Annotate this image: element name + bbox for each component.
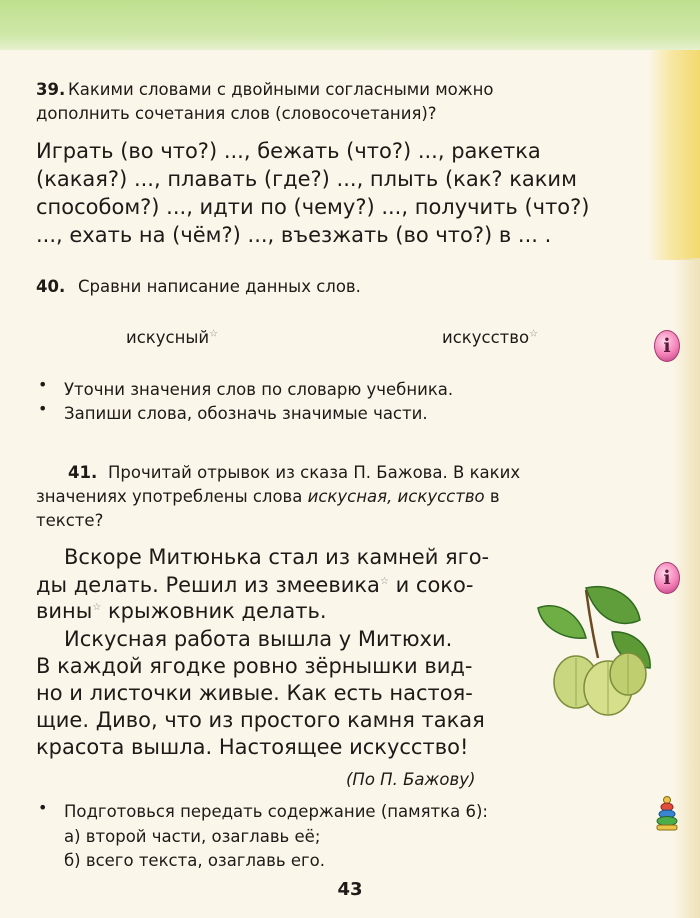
tale-line-6: но и листочки живые. Как есть настоя- (36, 681, 473, 705)
tale-line-3 (36, 599, 327, 623)
leaf-1 (586, 587, 640, 624)
bullet-icon: • (38, 375, 48, 394)
gooseberry-illustration (528, 580, 658, 730)
bullet-icon: • (38, 399, 48, 418)
ex41-task: Подготовься передать содержание (памятка 6): (64, 802, 488, 821)
tale-line-5: В каждой ягодке ровно зёрнышки вид- (36, 654, 473, 678)
pyramid-icon (654, 796, 680, 832)
ex41-question-1: Прочитай отрывок из сказа П. Бажова. В каких (108, 463, 521, 482)
ex41-task-b: б) всего текста, озаглавь его. (64, 851, 325, 870)
tale-line-2 (36, 573, 473, 597)
tale-line-3a: вины (36, 599, 93, 623)
ex41-question-3: тексте? (36, 511, 104, 530)
ex39-text-4: ..., ехать на (чём?) ..., въезжать (во что?) в ... . (36, 223, 552, 247)
tale-line-2b: и соко- (395, 573, 474, 597)
ex39-question-2: дополнить сочетания слов (словосочетания)? (36, 104, 437, 123)
page-number: 43 (337, 879, 363, 900)
tale-line-3b: крыжовник делать. (108, 599, 327, 623)
tale-line-8: красота вышла. Настоящее искусство! (36, 735, 469, 759)
ex41-q2-italic: искусная, искусство (307, 487, 485, 506)
top-band (0, 0, 700, 50)
star-icon: ☆ (379, 576, 389, 587)
leaf-2 (538, 606, 586, 638)
ex39-text-3: способом?) ..., идти по (чему?) ..., получить (что?) (36, 195, 590, 219)
ex39-text-1: Играть (во что?) ..., бежать (что?) ..., ракетка (36, 139, 541, 163)
star-icon: ☆ (529, 328, 539, 340)
star-icon: ☆ (209, 328, 219, 340)
word-iskusstvo: искусство (442, 328, 530, 347)
ex40-number: 40. (36, 277, 66, 296)
tale-line-7: щие. Диво, что из простого камня такая (36, 708, 485, 732)
ex41-question-2 (36, 487, 500, 506)
tale-line-2a: ды делать. Решил из змеевика (36, 573, 380, 597)
ex40-bullet-1: Уточни значения слов по словарю учебника. (64, 380, 454, 399)
info-icon (654, 330, 680, 362)
ex40-word-1 (126, 328, 218, 347)
side-band (648, 50, 700, 260)
ex41-number: 41. (68, 463, 98, 482)
ex40-bullet-2: Запиши слова, обозначь значимые части. (64, 404, 428, 423)
ex39-number: 39. (36, 80, 66, 99)
word-iskusny: искусный (126, 328, 210, 347)
tale-line-1: Вскоре Митюнька стал из камней яго- (64, 545, 490, 569)
ex40-word-2 (442, 328, 538, 347)
ex41-q2-text: значениях употреблены слова (36, 487, 303, 506)
info-icon-glyph: i (663, 567, 671, 589)
ex39-question-1: Какими словами с двойными согласными можно (68, 80, 494, 99)
bullet-icon: • (38, 798, 48, 817)
star-icon: ☆ (92, 602, 102, 613)
tale-source: (По П. Бажову) (346, 770, 476, 789)
ex41-task-a: а) второй части, озаглавь её; (64, 827, 321, 846)
info-icon-glyph: i (663, 335, 671, 357)
ex40-question: Сравни написание данных слов. (78, 277, 361, 296)
ex39-text-2: (какая?) ..., плавать (где?) ..., плыть (как? каким (36, 167, 577, 191)
ex41-q2-end: в (489, 487, 500, 506)
tale-line-4: Искусная работа вышла у Митюхи. (64, 627, 453, 651)
